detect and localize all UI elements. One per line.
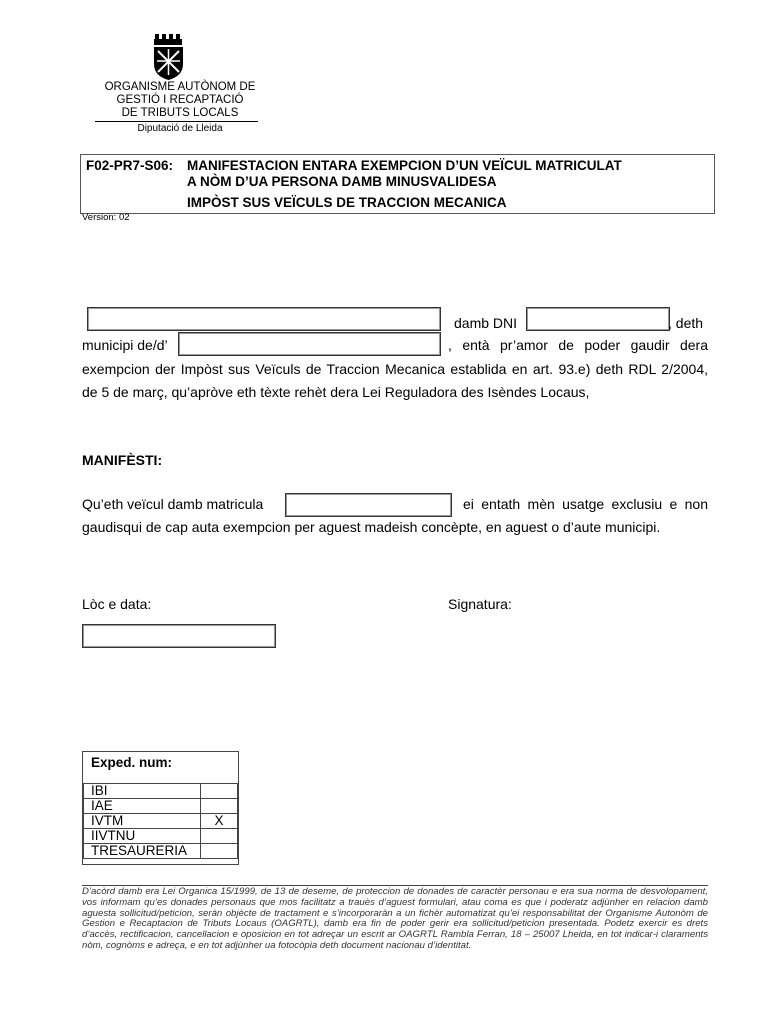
dni-label: damb DNI (454, 315, 518, 331)
version-label: Version: 02 (82, 212, 130, 223)
tax-label-iae: IAE (84, 799, 201, 814)
expedient-number-label: Exped. num: (91, 755, 173, 770)
matricula-label: Qu’eth veïcul damb matricula (82, 496, 264, 512)
signature-label: Signatura: (448, 596, 512, 612)
privacy-notice: D’acòrd damb era Lei Organica 15/1999, de 13 de deseme, de proteccion de donades de caractèr personau e era sua norma de desvolopament, vos informam qu’es donades personaus que mos facilitatz a trauès d’aguest formulari, atau coma es que i poderatz adjùnher en relacion damb aguesta sollicitud/peticion, seràn objècte de tractament e s’incorporaràn a un fichèr automatizat qu’ei responsabilitat der Organisme Autonòm de Gestion e Recaptacion de Tributs Locaus (OAGRTL), damb era fin de poder gerir era sollicitud/peticion presentada. Podetz exercir es drets d’accès, rectificacion, cancellacion e oposicion en tot adreçar un escrit ar OAGRTL Rambla Ferran, 18 – 25007 Lheida, en tot indicar-i claraments nòm, cognòms e adreça, e en tot adjùnher ua fotocòpia deth document nacionau d’identitat. (82, 886, 708, 951)
form-title-box (80, 154, 715, 214)
tax-mark-ibi[interactable] (201, 784, 238, 799)
table-row (84, 829, 238, 844)
manifesti-text-line2: gaudisqui de cap auta exempcion per aguest madeish concèpte, en aguest o d’aute municipi. (82, 519, 661, 535)
place-date-field[interactable] (82, 624, 276, 648)
coat-of-arms-logo (152, 34, 186, 80)
municipi-field[interactable] (178, 332, 441, 356)
tax-mark-ivtm[interactable]: X (201, 814, 238, 829)
org-name-line3: DE TRIBUTS LOCALS (121, 107, 239, 119)
tax-mark-tresaureria[interactable] (201, 844, 238, 859)
tax-label-ibi: IBI (84, 784, 201, 799)
org-name-line1: ORGANISME AUTÒNOM DE (104, 81, 256, 93)
deth-text: , deth (668, 315, 704, 331)
tax-label-ivtm: IVTM (84, 814, 201, 829)
org-name-line2: GESTIÓ I RECAPTACIÓ (116, 94, 244, 106)
name-field[interactable] (87, 307, 441, 331)
manifesti-heading: MANIFÈSTI: (82, 452, 163, 468)
tax-label-tresaureria: TRESAURERIA (84, 844, 201, 859)
form-title-line2: A NÒM D’UA PERSONA DAMB MINUSVALIDESA (187, 174, 497, 189)
dni-field[interactable] (526, 307, 670, 331)
expedient-box (82, 751, 239, 865)
table-row (84, 814, 238, 829)
tax-label-iivtnu: IIVTNU (84, 829, 201, 844)
form-title-line3: IMPÒST SUS VEÏCULS DE TRACCION MECANICA (187, 195, 507, 210)
tax-mark-iivtnu[interactable] (201, 829, 238, 844)
form-code: F02-PR7-S06: (86, 158, 174, 173)
manifesti-text-line1: ei entath mèn usatge exclusiu e non (463, 496, 708, 512)
matricula-field[interactable] (285, 493, 452, 517)
place-date-label: Lòc e data: (82, 596, 152, 612)
declaration-text-line2: , entà pr’amor de poder gaudir dera (448, 337, 708, 353)
tax-type-table (83, 783, 238, 859)
org-divider (95, 121, 258, 122)
table-row (84, 799, 238, 814)
tax-mark-iae[interactable] (201, 799, 238, 814)
declaration-text-line3: exempcion der Impòst sus Veïculs de Traccion Mecanica establida en art. 93.e) deth RDL 2/2004, (82, 361, 708, 377)
table-row (84, 784, 238, 799)
municipi-label: municipi de/d’ (82, 337, 168, 353)
declaration-text-line4: de 5 de març, qu’apròve eth tèxte rehèt dera Lei Reguladora des Isèndes Locaus, (82, 384, 590, 400)
table-row (84, 844, 238, 859)
diputacio-label: Diputació de Lleida (137, 123, 223, 134)
form-title-line1: MANIFESTACION ENTARA EXEMPCION D’UN VEÏCUL MATRICULAT (187, 158, 622, 173)
